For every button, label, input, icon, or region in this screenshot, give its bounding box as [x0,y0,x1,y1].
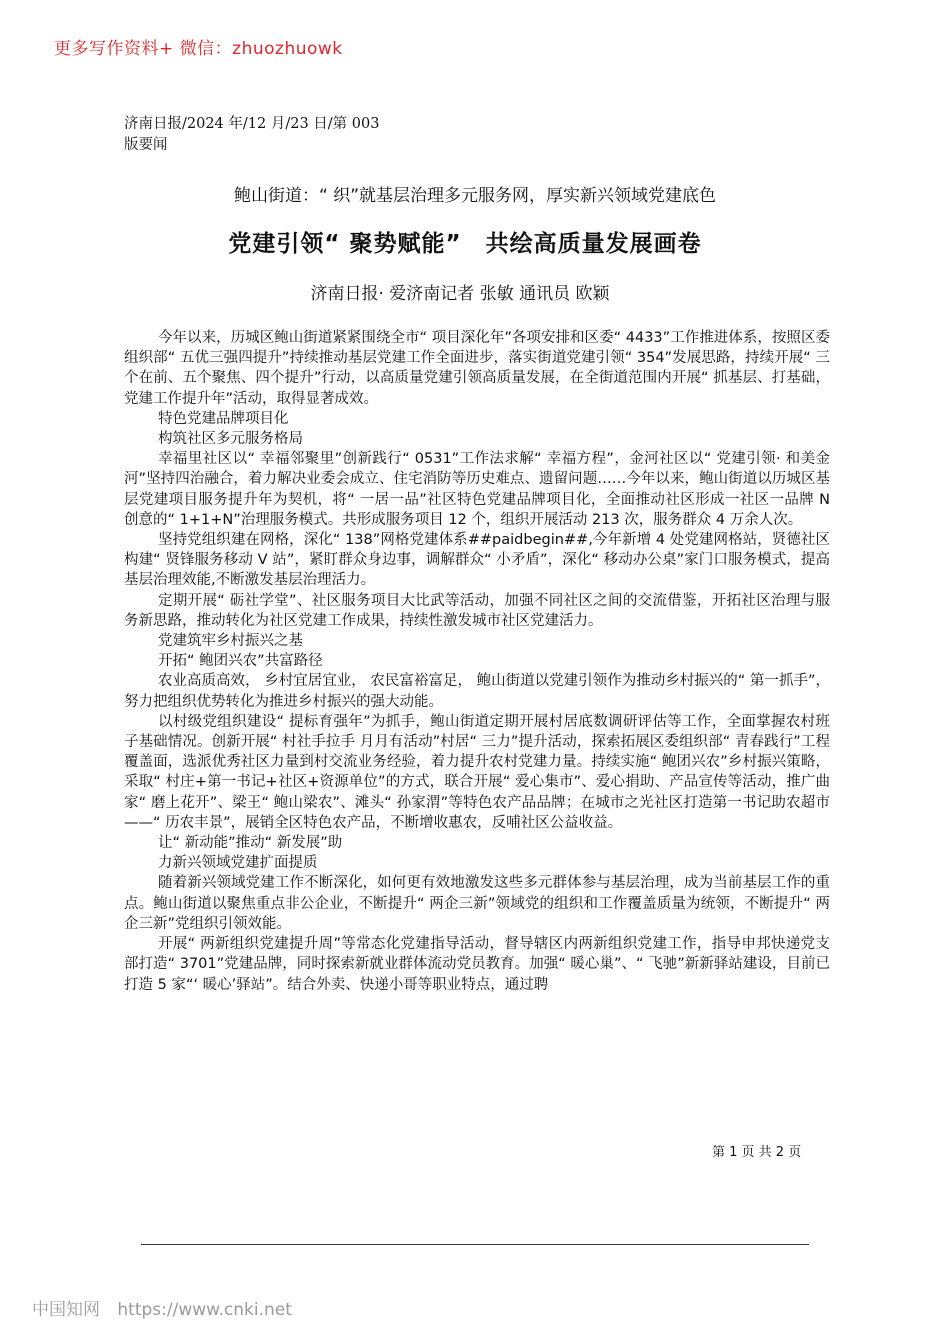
watermark-url: https://www.cnki.net [117,1300,292,1320]
paragraph: 随着新兴领域党建工作不断深化，如何更有效地激发这些多元群体参与基层治理，成为当前基层工作的重点。鲍山街道以聚焦重点非公企业，不断提升“ 两企三新”领域党的组织和工作覆盖质量为统领，不断提升“ 两企三新”党组织引领效能。 [124,875,830,932]
paragraph: 幸福里社区以“ 幸福邻聚里”创新践行“ 0531”工作法求解“ 幸福方程”，金河社区以“ 党建引领· 和美金河”坚持四治融合，着力解决业委会成立、住宅消防等历史难点、遗留问题……今年以来，鲍山街道以历城区基层党建项目服务提升年为契机，将“ 一居一品”社区特色党建品牌项目化，全面推动社区形成一社区一品牌 N 创意的“ 1+1+N”治理服务模式。共形成服务项目 12 个，组织开展活动 213 次，服务群众 4 万余人次。 [124,451,830,528]
promo-banner: 更多写作资料+ 微信：zhuozhuowk [54,39,343,59]
section-heading: 构筑社区多元服务格局 [158,431,303,448]
article-byline: 济南日报· 爱济南记者 张敏 通讯员 欧颖 [310,284,610,304]
page-indicator: 第 1 页 共 2 页 [712,1145,802,1160]
article-headline: 党建引领“ 聚势赋能” 共绘高质量发展画卷 [228,231,702,257]
source-line: 济南日报/2024 年/12 月/23 日/第 003 [124,116,380,132]
paragraph: 农业高质高效， 乡村宜居宜业， 农民富裕富足， 鲍山街道以党建引领作为推动乡村振兴的“ 第一抓手”，努力把组织优势转化为推进乡村振兴的强大动能。 [124,673,830,710]
paragraph: 定期开展“ 砺社学堂”、社区服务项目大比武等活动，加强不同社区之间的交流借鉴，开拓社区治理与服务新思路，推动转化为社区党建工作成果，持续性激发城市社区党建活力。 [124,592,830,629]
paragraph: 开展“ 两新组织党建提升周”等常态化党建指导活动，督导辖区内两新组织党建工作，指导申邦快递党支部打造“ 3701”党建品牌，同时探索新就业群体流动党员教育。加强“ 暖心巢”、“ 飞驰”新新驿站建设，目前已打造 5 家“‘ 暖心’驿站”。结合外卖、快递小哥等职业特点，通过聘 [124,936,830,993]
watermark-brand: 中国知网 [32,1300,100,1320]
section-heading: 力新兴领域党建扩面提质 [158,855,318,872]
cnki-watermark [32,1295,304,1320]
article-subtitle: 鲍山街道：“ 织”就基层治理多元服务网，厚实新兴领域党建底色 [233,186,717,206]
article-body [124,328,830,995]
paragraph: 以村级党组织建设“ 提标育强年”为抓手，鲍山街道定期开展村居底数调研评估等工作，全面掌握农村班子基础情况。创新开展“ 村社手拉手 月月有活动”村居“ 三力”提升活动，探索拓展区委组织部“ 青春践行”工程覆盖面，选派优秀社区力量到村交流业务经验，着力提升农村党建力量。持续实施“ 鲍团兴农”乡村振兴策略，采取“ 村庄+第一书记+社区+资源单位”的方式，联合开展“ 爱心集市”、爱心捐助、产品宣传等活动，推广曲家“ 磨上花开”、梁王“ 鲍山梁农”、滩头“ 孙家渭”等特色农产品品牌；在城市之光社区打造第一书记助农超市——“ 历农丰景”，展销全区特色农产品，不断增收惠农，反哺社区公益收益。 [124,713,830,831]
section-heading: 让“ 新动能”推动“ 新发展”助 [158,835,343,852]
section-heading: 特色党建品牌项目化 [158,410,289,427]
section-line: 版要闻 [124,137,168,153]
footer-divider [141,1244,809,1245]
section-heading: 开拓“ 鲍团兴农”共富路径 [158,653,323,670]
paragraph: 坚持党组织建在网格，深化“ 138”网格党建体系##paidbegin##,今年新增 4 处党建网格站，贤德社区构建“ 贤锋服务移动 V 站”，紧盯群众身边事，调解群众“ 小矛盾”，深化“ 移动办公桌”家门口服务模式，提高基层治理效能,不断激发基层治理活力。 [124,532,830,589]
section-heading: 党建筑牢乡村振兴之基 [158,633,303,650]
paragraph: 今年以来，历城区鲍山街道紧紧围绕全市“ 项目深化年”各项安排和区委“ 4433”工作推进体系，按照区委组织部“ 五优三强四提升”持续推动基层党建工作全面进步，落实街道党建引领“ 354”发展思路，持续开展“ 三个在前、五个聚焦、四个提升”行动，以高质量党建引领高质量发展，在全街道范围内开展“ 抓基层、打基础，党建工作提升年”活动，取得显著成效。 [124,330,830,407]
